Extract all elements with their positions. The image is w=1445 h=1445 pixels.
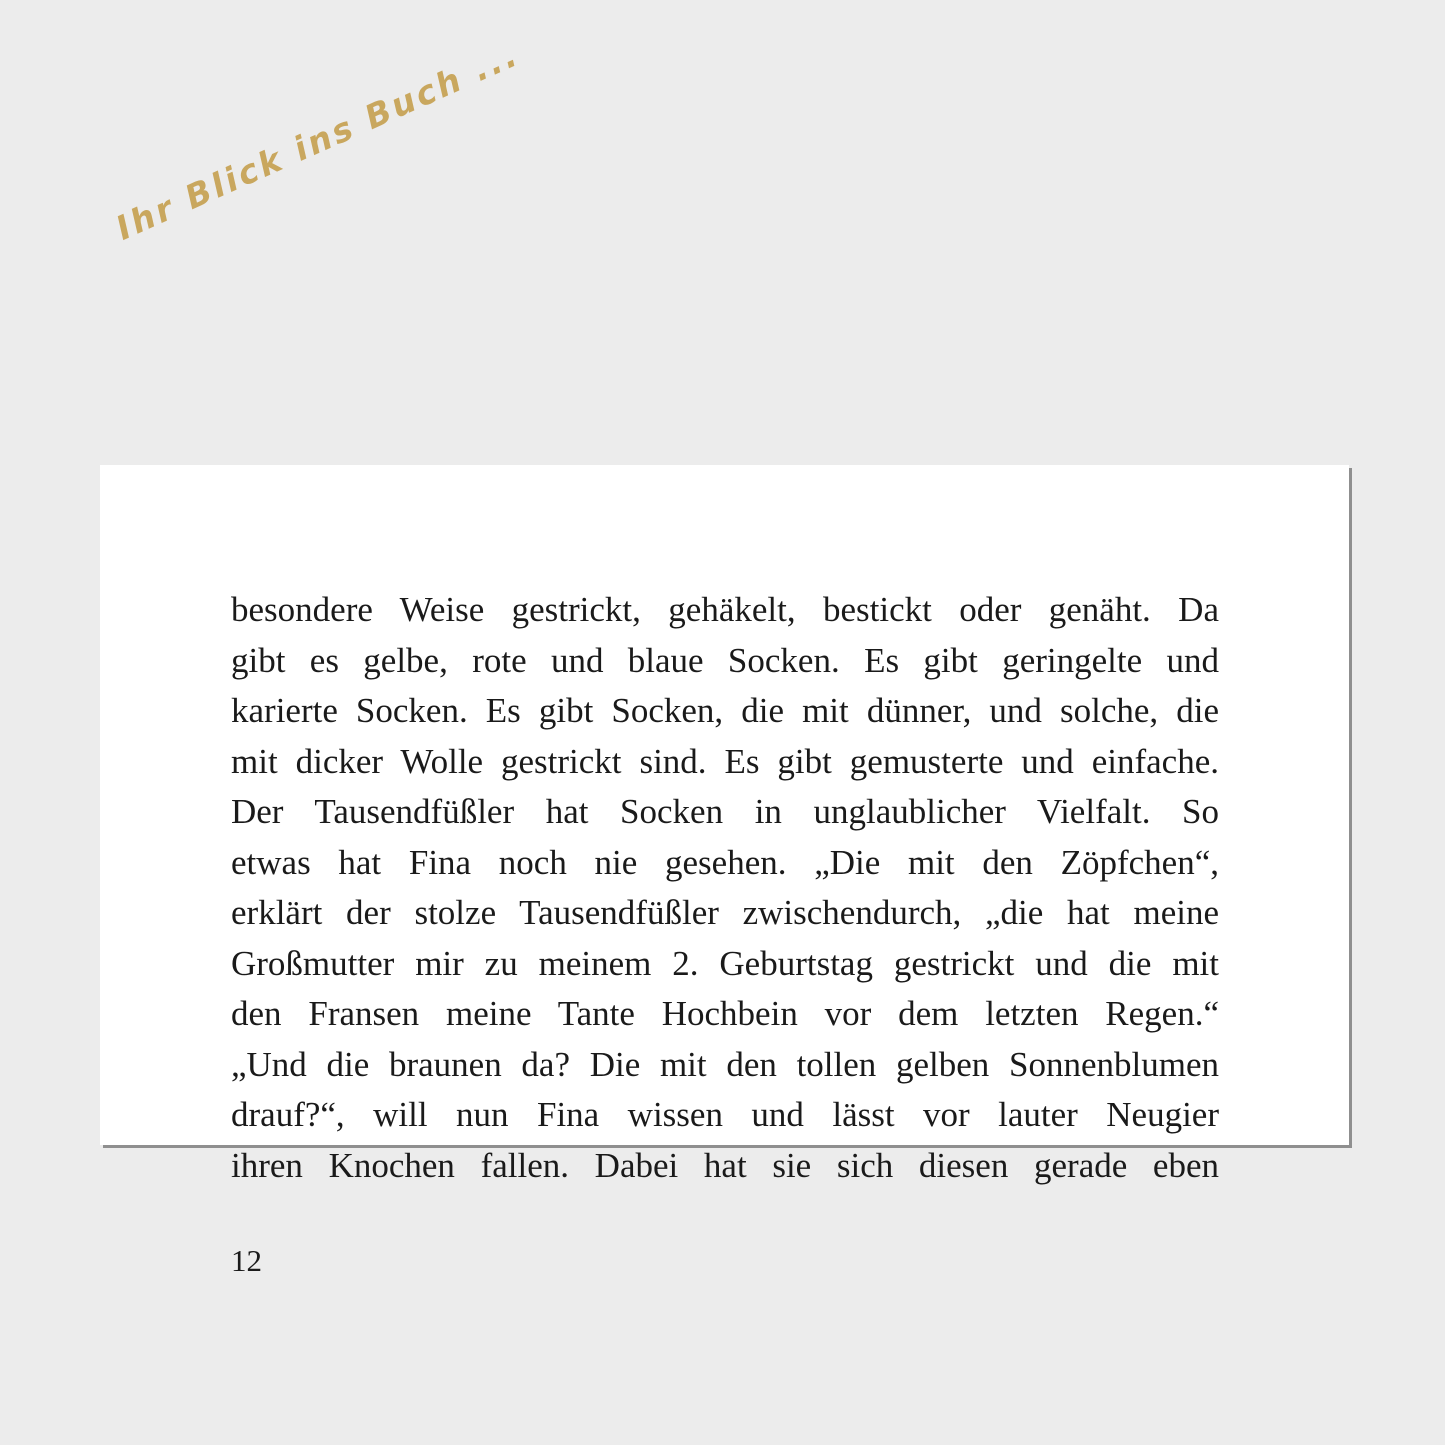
text-line: Großmutter mir zu meinem 2. Geburtstag gestrickt und die mit [231,943,1219,983]
book-page [100,465,1349,1278]
banner-heading: Ihr Blick ins Buch ... [110,34,526,248]
text-line: karierte Socken. Es gibt Socken, die mit dünner, und solche, die [231,691,1219,730]
text-line: etwas hat Fina noch nie gesehen. „Die mit den Zöpfchen“, [231,842,1219,882]
text-line: „Und die braunen da? Die mit den tollen gelben Sonnenblumen [231,1044,1219,1084]
text-line: erklärt der stolze Tausendfüßler zwischendurch, „die hat meine [231,893,1219,932]
page-number: 12 [231,1243,262,1278]
page-text [231,585,1219,1191]
text-line: ihren Knochen fallen. Dabei hat sie sich diesen gerade eben [231,1145,1219,1185]
text-line: besondere Weise gestrickt, gehäkelt, bestickt oder genäht. Da [231,590,1219,629]
text-line: mit dicker Wolle gestrickt sind. Es gibt gemusterte und einfache. [231,741,1219,781]
text-line: Der Tausendfüßler hat Socken in unglaublicher Vielfalt. So [231,792,1219,831]
text-line: drauf?“, will nun Fina wissen und lässt vor lauter Neugier [231,1095,1219,1134]
text-line: den Fransen meine Tante Hochbein vor dem letzten Regen.“ [231,994,1219,1033]
text-line: gibt es gelbe, rote und blaue Socken. Es gibt geringelte und [231,640,1219,680]
